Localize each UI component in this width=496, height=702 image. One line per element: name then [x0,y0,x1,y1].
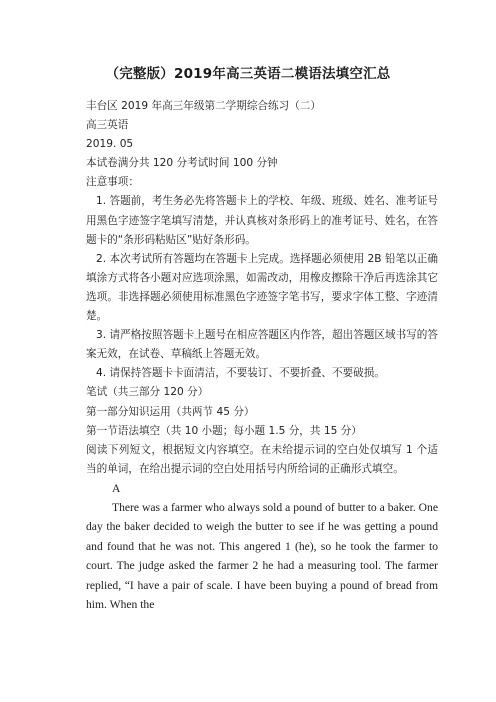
notes-heading: 注意事项： [86,176,139,189]
document-title: （完整版）2019年高三英语二模语法填空汇总 [105,66,391,82]
subject-line: 高三英语 [86,119,129,132]
section-heading: 第一节语法填空（共 10 小题；每小题 1.5 分，共 15 分） [86,424,362,437]
exam-title-line: 丰台区 2019 年高三年级第二学期综合练习（二） [86,100,321,112]
document-body [86,97,438,614]
score-time-line: 本试卷满分共 120 分考试时间 100 分钟 [86,157,278,170]
note-item: 3. 请严格按照答题卡上题号在相应答题区内作答，超出答题区域书写的答案无效，在试卷、草稿纸上答题无效。 [86,329,438,361]
section-heading: 笔试（共三部分 120 分） [86,386,209,399]
note-item: 1. 答题前，考生务必先将答题卡上的学校、年级、班级、姓名、准考证号用黑色字迹签字笔填写清楚，并认真核对条形码上的准考证号、姓名，在答题卡的“条形码粘贴区”贴好条形码。 [86,195,438,246]
note-item: 4. 请保持答题卡卡面清洁，不要装订、不要折叠、不要破损。 [96,367,385,380]
date-line: 2019. 05 [86,138,134,151]
section-heading: 第一部分知识运用（共两节 45 分） [86,405,255,418]
passage-label: A [112,481,121,495]
passage-text: There was a farmer who always sold a pound of butter to a baker. One day the baker decided to weigh the butter to see if he was getting a pound and found that he was not. This angered 1 (he), so he took the farmer to court. The judge asked the farmer 2 he had a measuring tool. The farmer replied, “I have a pair of scale. I have been buying a pound of bread from him. When the [86,500,438,611]
instruction-text: 阅读下列短文，根据短文内容填空。在未给提示词的空白处仅填写 1 个适当的单词，在给出提示词的空白处用括号内所给词的正确形式填空。 [86,443,438,475]
note-item: 2. 本次考试所有答题均在答题卡上完成。选择题必须使用 2B 铅笔以正确填涂方式将各小题对应选项涂黑，如需改动，用橡皮擦除干净后再选涂其它选项。非选择题必须使用标准黑色字迹签字笔书写，要求字体工整、字迹清楚。 [86,252,438,323]
